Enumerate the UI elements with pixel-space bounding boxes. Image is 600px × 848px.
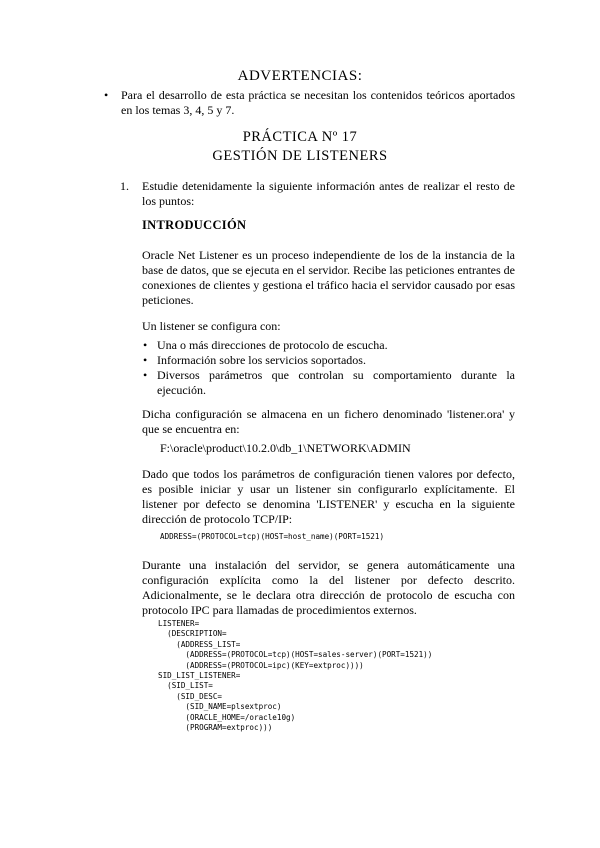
code-line: SID_LIST_LISTENER= xyxy=(158,671,241,681)
code-line: (PROGRAM=extproc))) xyxy=(158,723,273,733)
intro-paragraph-3: Dicha configuración se almacena en un fichero denominado 'listener.ora' y que se encuentra en: xyxy=(142,407,515,436)
intro-paragraph-1: Oracle Net Listener es un proceso independiente de los de la instancia de la base de datos, que se ejecuta en el servidor. Recibe las peticiones entrantes de conexiones de clientes y gestiona el tráfico hacia el servidor causado por esas peticiones. xyxy=(142,248,515,307)
list-item: • Información sobre los servicios soportados. xyxy=(143,353,515,368)
item-text: Estudie detenidamente la siguiente información antes de realizar el resto de los puntos: xyxy=(142,179,515,208)
intro-heading: INTRODUCCIÓN xyxy=(142,218,247,232)
config-list xyxy=(143,338,515,398)
code-line: (ADDRESS=(PROTOCOL=ipc)(KEY=extproc)))) xyxy=(158,660,364,670)
intro-paragraph-4: Dado que todos los parámetros de configuración tienen valores por defecto, es posible iniciar y usar un listener sin configurarlo explícitamente. El listener por defecto se denomina 'LISTENER' y escucha en la siguiente dirección de protocolo TCP/IP: xyxy=(142,467,515,526)
file-path: F:\oracle\product\10.2.0\db_1\NETWORK\ADMIN xyxy=(160,441,411,455)
item-number: 1. xyxy=(120,179,129,193)
intro-paragraph-5: Durante una instalación del servidor, se genera automáticamente una configuración explícita como la del listener por defecto descrito. Adicionalmente, se le declara otra dirección de protocolo de escucha con protocolo IPC para llamadas de procedimientos externos. xyxy=(142,558,515,617)
code-listener-config xyxy=(158,619,432,733)
code-line: (SID_LIST= xyxy=(158,681,213,691)
code-line: (DESCRIPTION= xyxy=(158,629,227,639)
code-line: (ADDRESS_LIST= xyxy=(158,639,241,649)
warnings-title: ADVERTENCIAS: xyxy=(237,68,363,84)
code-default-address: ADDRESS=(PROTOCOL=tcp)(HOST=host_name)(PORT=1521) xyxy=(160,532,385,541)
code-line: LISTENER= xyxy=(158,619,200,628)
code-line: (ORACLE_HOME=/oracle10g) xyxy=(158,712,296,722)
practice-subtitle: GESTIÓN DE LISTENERS xyxy=(212,148,388,164)
code-line: (ADDRESS=(PROTOCOL=tcp)(HOST=sales-server)(PORT=1521)) xyxy=(158,650,433,660)
list-item: • Una o más direcciones de protocolo de escucha. xyxy=(143,338,515,353)
warnings-bullet: • xyxy=(104,88,109,102)
practice-title: PRÁCTICA Nº 17 xyxy=(242,129,358,145)
warnings-text: Para el desarrollo de esta práctica se necesitan los contenidos teóricos aportados en los temas 3, 4, 5 y 7. xyxy=(121,88,515,117)
code-line: (SID_NAME=plsextproc) xyxy=(158,702,282,712)
list-item: • Diversos parámetros que controlan su comportamiento durante la ejecución. xyxy=(143,368,515,398)
code-line: (SID_DESC= xyxy=(158,691,223,701)
intro-paragraph-2: Un listener se configura con: xyxy=(142,319,281,333)
